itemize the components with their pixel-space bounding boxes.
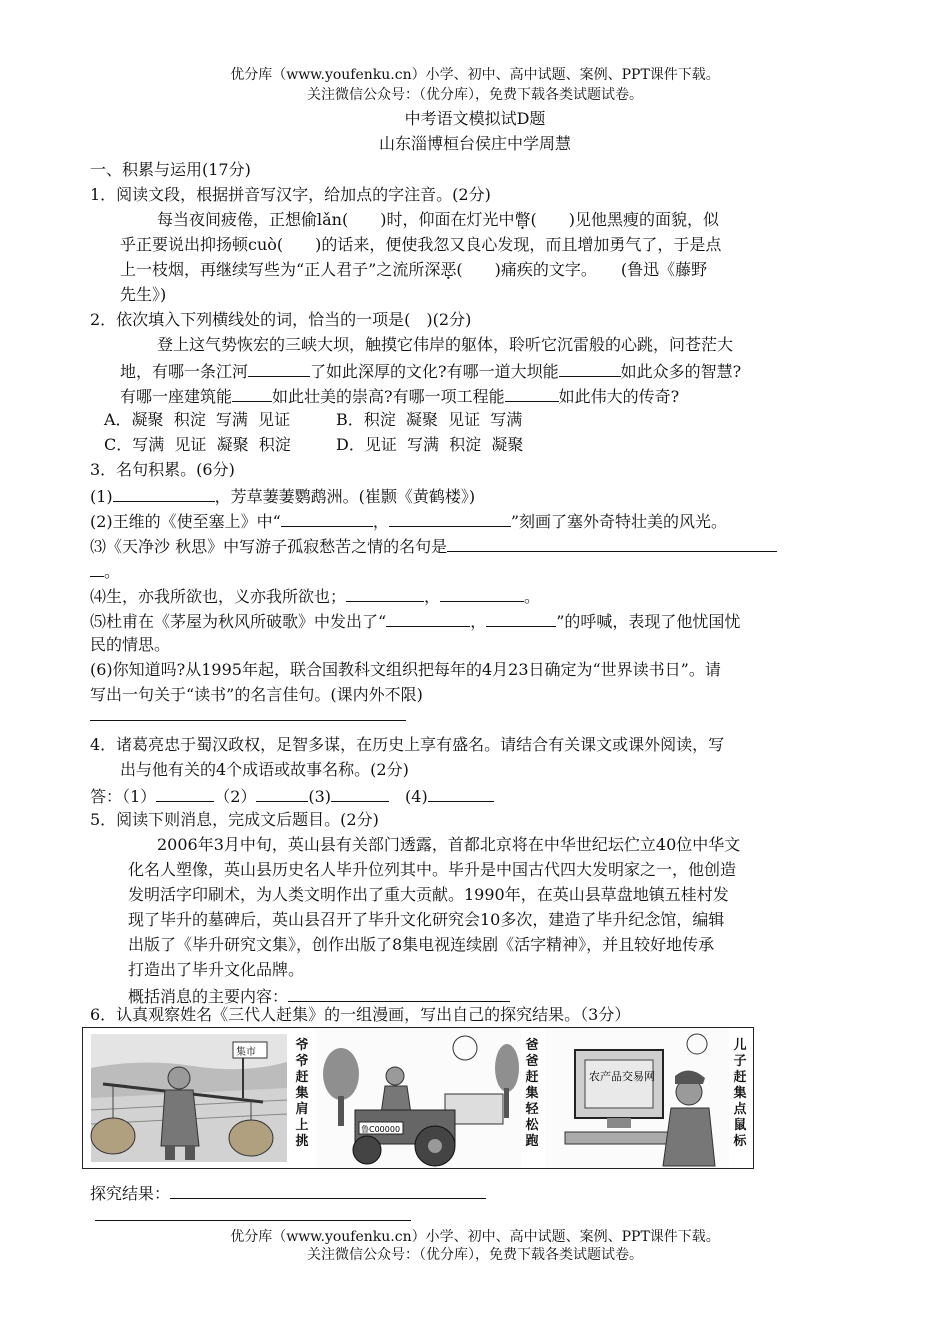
q5-summary-blank[interactable] — [288, 983, 510, 1002]
q5-passage-line-3: 发明活字印刷术，为人类文明作出了重大贡献。1990年，在英山县草盘地镇五桂村发 — [128, 885, 729, 904]
tractor-plate: 鲁C00000 — [361, 1125, 401, 1134]
q3-text: ”刻画了塞外奇特壮美的风光。 — [510, 512, 728, 531]
q1-passage-line-2: 乎正要说出抑扬顿cuò( )的话来，便使我忽又良心发现，而且增加勇气了，于是点 — [120, 235, 722, 254]
q4-text: 答：（1） — [90, 787, 157, 806]
q3-text: ， — [424, 587, 441, 606]
panel2-caption — [523, 1038, 541, 1150]
q3-text: ⑸杜甫在《茅屋为秋风所破歌》中发出了“ — [90, 612, 387, 631]
q1-dotted-char-1: 瞥 — [514, 210, 531, 229]
q3-text: 。 — [524, 587, 541, 606]
q2-stem: 2．依次填入下列横线处的词，恰当的一项是( )(2分) — [90, 310, 472, 329]
market-sign: 集市 — [236, 1047, 256, 1058]
caption-char: 松 — [525, 1118, 539, 1133]
q2-text: 如此壮美的崇高?有哪一项工程能 — [272, 387, 505, 406]
q3-text: ”的呼喊，表现了他忧国忧 — [556, 612, 741, 631]
q5-passage-line-6: 打造出了毕升文化品牌。 — [128, 960, 305, 979]
footer-line-2: 关注微信公众号：（优分库），免费下载各类试题试卷。 — [307, 1247, 643, 1263]
q3-blank-3[interactable] — [389, 508, 511, 527]
comic-panel-father — [315, 1028, 546, 1168]
q3-text: ⑷生，亦我所欲也，义亦我所欲也； — [90, 587, 347, 606]
q3-item-2 — [90, 508, 870, 534]
q4-stem-line-1: 4．诸葛亮忠于蜀汉政权，足智多谋，在历史上享有盛名。请结合有关课文或课外阅读，写 — [90, 735, 725, 754]
q2-blank-3[interactable] — [232, 383, 272, 402]
q2-option-c[interactable]: C．写满 见证 凝聚 积淀 — [104, 435, 291, 454]
q3-item-6: (6)你知道吗?从1995年起，联合国教科文组织把每年的4月23日确定为“世界读书日”。请 — [90, 660, 721, 679]
q2-passage-line-2 — [120, 358, 900, 384]
q3-blank-5[interactable] — [346, 583, 424, 602]
q2-text: 了如此深厚的文化?有哪一道大坝能 — [310, 362, 559, 381]
q5-passage-line-5: 出版了《毕升研究文集》，创作出版了8集电视连续剧《活字精神》，并且较好地传承 — [128, 935, 715, 954]
q3-text: ，芳草萋萋鹦鹉洲。(崔颢《黄鹤楼》) — [214, 487, 476, 506]
q3-item-3-cont — [90, 558, 870, 584]
caption-char: 上 — [295, 1118, 309, 1133]
q3-blank-2[interactable] — [281, 508, 373, 527]
q2-text: 如此伟大的传奇? — [558, 387, 680, 406]
q4-blank-2[interactable] — [256, 783, 308, 802]
q1-text: ( )痛疾的文字。 (鲁迅《藤野 — [456, 260, 708, 279]
q4-text: （2） — [214, 787, 257, 806]
panel1-caption — [293, 1038, 311, 1150]
q3-item-1 — [90, 483, 870, 509]
q2-blank-1[interactable] — [248, 358, 310, 377]
q5-passage-line-2: 化名人塑像，英山县历史名人毕升位列其中。毕升是中国古代四大发明家之一，他创造 — [128, 860, 737, 879]
caption-char: 挑 — [295, 1134, 309, 1149]
q4-blank-3[interactable] — [331, 783, 389, 802]
q3-item-5-cont: 民的情思。 — [90, 635, 171, 654]
q4-text: (3) — [308, 787, 332, 806]
q5-passage-line-1: 2006年3月中旬，英山县有关部门透露，首都北京将在中华世纪坛伫立40位中华文 — [157, 835, 741, 854]
q1-passage-line-1 — [157, 208, 937, 232]
q3-blank-6[interactable] — [440, 583, 524, 602]
q2-text: 如此众多的智慧? — [620, 362, 742, 381]
q6-result-blank[interactable] — [170, 1180, 486, 1199]
header-line-1: 优分库（www.youfenku.cn）小学、初中、高中试题、案例、PPT课件下载。 — [230, 67, 720, 83]
q2-blank-2[interactable] — [559, 358, 621, 377]
q2-option-d[interactable]: D．见证 写满 积淀 凝聚 — [336, 435, 524, 454]
caption-char: 爸 — [525, 1054, 539, 1069]
q1-text: 每当夜间疲倦，正想偷lǎn( )时，仰面在灯光中 — [157, 210, 515, 229]
screen-text: 农产品交易网 — [589, 1070, 655, 1083]
panel3-caption — [731, 1038, 749, 1150]
q1-text: ( )见他黑瘦的面貌，似 — [530, 210, 719, 229]
grandpa-illustration — [83, 1028, 291, 1168]
q3-blank-7[interactable] — [386, 608, 470, 627]
caption-char: 赶 — [525, 1070, 539, 1085]
q1-text: 上一枝烟，再继续写些为“正人君子”之流所深 — [120, 260, 441, 279]
q3-item-5 — [90, 608, 870, 634]
q3-text: (1) — [90, 487, 113, 506]
caption-char: 集 — [733, 1086, 747, 1101]
caption-char: 轻 — [525, 1102, 539, 1117]
q1-stem: 1．阅读文段，根据拼音写汉字，给加点的字注音。(2分) — [90, 185, 491, 204]
q2-text: 有哪一座建筑能 — [120, 387, 233, 406]
q4-text: (4) — [405, 787, 428, 806]
exam-title: 中考语文模拟试D题 — [404, 109, 546, 128]
footer-line-1: 优分库（www.youfenku.cn）小学、初中、高中试题、案例、PPT课件下载。 — [230, 1229, 720, 1245]
comic-panel-son — [545, 1028, 753, 1168]
q3-blank-8[interactable] — [486, 608, 556, 627]
father-illustration — [315, 1028, 521, 1168]
q3-text: (2)王维的《使至塞上》中“ — [90, 512, 281, 531]
q3-item-4 — [90, 583, 870, 609]
caption-char: 爸 — [525, 1038, 539, 1053]
q3-text: 。 — [104, 562, 121, 581]
q1-dotted-char-2: 恶 — [440, 260, 457, 279]
son-illustration — [545, 1028, 729, 1168]
q5-passage-line-4: 现了毕升的墓碑后，英山县召开了毕升文化研究会10多次，建造了毕升纪念馆，编辑 — [128, 910, 725, 929]
caption-char: 肩 — [295, 1102, 309, 1117]
caption-char: 鼠 — [733, 1118, 747, 1133]
caption-char: 赶 — [733, 1070, 747, 1085]
q4-blank-1[interactable] — [156, 783, 214, 802]
caption-char: 标 — [733, 1134, 747, 1149]
q2-blank-4[interactable] — [505, 383, 559, 402]
q1-passage-line-4: 先生》) — [120, 285, 167, 304]
q3-text: ⑶《天净沙 秋思》中写游子孤寂愁苦之情的名句是 — [90, 537, 448, 556]
q6-result — [90, 1180, 870, 1206]
exam-author: 山东淄博桓台侯庄中学周慧 — [378, 134, 571, 153]
q3-item-6-cont: 写出一句关于“读书”的名言佳句。(课内外不限) — [90, 685, 423, 704]
caption-char: 点 — [733, 1102, 747, 1117]
q4-answers — [90, 783, 870, 809]
q2-text: 地，有哪一条江河 — [120, 362, 249, 381]
q4-stem-line-2: 出与他有关的4个成语或故事名称。(2分) — [120, 760, 409, 779]
q2-passage-line-1: 登上这气势恢宏的三峡大坝，触摸它伟岸的躯体，聆听它沉雷般的心跳，问苍茫大 — [157, 335, 734, 354]
q5-stem: 5．阅读下则消息，完成文后题目。(2分) — [90, 810, 379, 829]
q6-stem: 6．认真观察姓名《三代人赶集》的一组漫画，写出自己的探究结果。（3分） — [90, 1005, 631, 1024]
q2-option-b[interactable]: B．积淀 凝聚 见证 写满 — [336, 410, 523, 429]
q3-text: ， — [372, 512, 389, 531]
caption-char: 集 — [295, 1086, 309, 1101]
caption-char: 赶 — [295, 1070, 309, 1085]
q2-passage-line-3 — [120, 383, 900, 409]
q6-result-line-2[interactable] — [95, 1220, 411, 1221]
caption-char: 子 — [733, 1054, 747, 1069]
q2-options-row-2 — [104, 433, 884, 457]
q3-text: ， — [470, 612, 487, 631]
q3-blank-4-cont[interactable] — [90, 558, 104, 577]
q3-blank-4[interactable] — [447, 533, 777, 552]
q6-text: 探究结果： — [90, 1184, 171, 1203]
caption-char: 爷 — [295, 1038, 309, 1053]
q3-blank-1[interactable] — [113, 483, 215, 502]
comic-strip — [82, 1027, 754, 1169]
q3-answer-line[interactable] — [90, 720, 406, 721]
q3-item-3 — [90, 533, 870, 559]
q5-text: 概括消息的主要内容： — [128, 987, 289, 1006]
q4-blank-4[interactable] — [428, 783, 494, 802]
q3-stem: 3．名句积累。(6分) — [90, 460, 235, 479]
q1-passage-line-3 — [120, 258, 900, 282]
caption-char: 跑 — [525, 1134, 539, 1149]
q2-option-a[interactable]: A．凝聚 积淀 写满 见证 — [104, 410, 291, 429]
caption-char: 集 — [525, 1086, 539, 1101]
caption-char: 爷 — [295, 1054, 309, 1069]
section-heading: 一、积累与运用(17分) — [90, 160, 251, 179]
caption-char: 儿 — [733, 1038, 747, 1053]
comic-panel-grandpa — [83, 1028, 316, 1168]
header-line-2: 关注微信公众号：（优分库），免费下载各类试题试卷。 — [307, 87, 643, 103]
q2-options-row-1 — [104, 408, 884, 432]
